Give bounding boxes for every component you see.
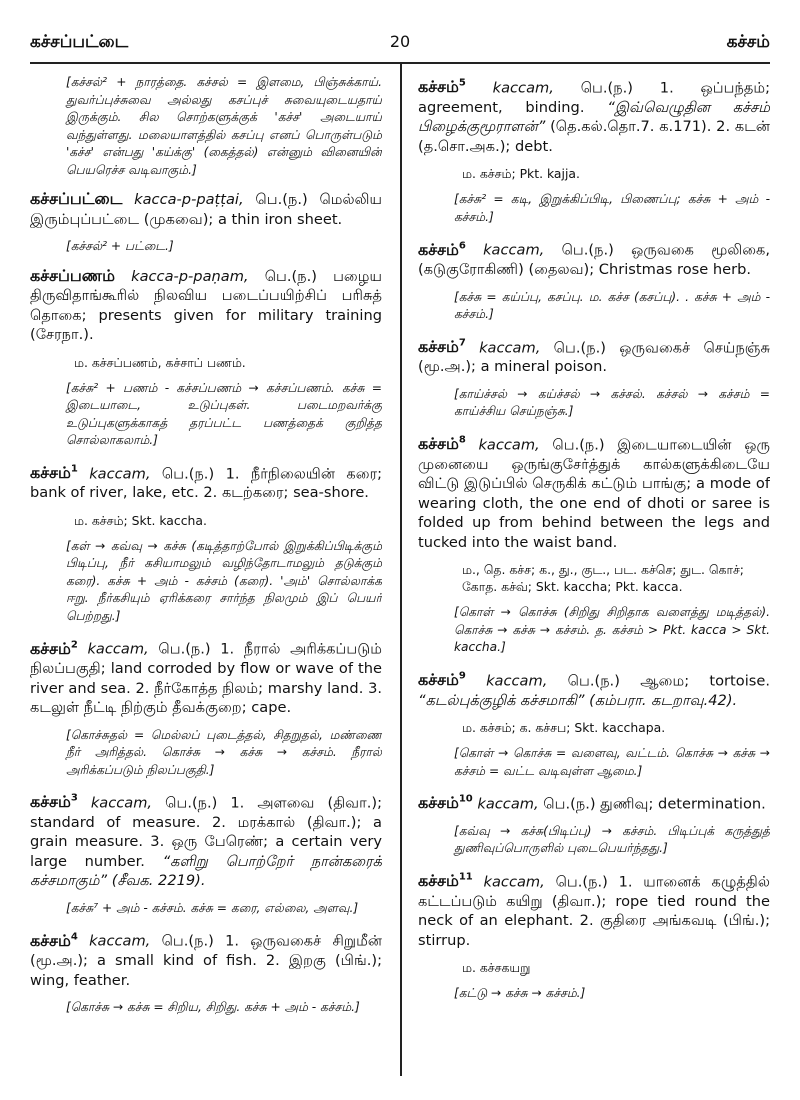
etymology-note: [கச்சல்² + பட்டை.] xyxy=(66,239,174,253)
etymology-note: [கச்சு⁷ + அம் - கச்சம். கச்சு = கரை, எல்லை, அளவு.] xyxy=(66,900,359,915)
headword: கச்சம்$^7$ xyxy=(418,336,466,356)
right-running-head: கச்சம் xyxy=(726,32,770,52)
headword: கச்சப்பட்டை xyxy=(30,189,123,208)
homonym-number: 8 xyxy=(458,434,466,446)
dictionary-entry xyxy=(418,790,770,814)
grammar-label: பெ.(ந.) xyxy=(555,873,608,891)
cognates: ம. கச்சம்; Pkt. kajja. xyxy=(462,166,580,182)
dictionary-entry xyxy=(30,927,382,990)
headword: கச்சம்$^{11}$ xyxy=(418,871,473,891)
definition: 1. ஒருவகைச் சிறுமீன் (மூ.அ.); a small kind of fish. 2. இறகு (பிங்.); wing, feather. xyxy=(30,932,382,989)
etymology-note: [கச்சு = கய்ப்பு, கசப்பு. ம. கச்ச (கசப்பு). . கச்சு + அம் - கச்சம்.] xyxy=(454,289,770,322)
transliteration: kaccam, xyxy=(89,932,151,950)
grammar-label: பெ.(ந.) xyxy=(255,191,308,208)
transliteration: kaccam, xyxy=(492,79,554,97)
definition: 1. நீர்நிலையின் கரை; bank of river, lake, etc. 2. கடற்கரை; sea-shore. xyxy=(30,464,382,502)
right-column xyxy=(418,74,770,1094)
transliteration: kaccam, xyxy=(479,338,541,356)
headword: கச்சம்$^2$ xyxy=(30,638,78,658)
definition: இடையாடையின் ஒரு முனையை ஒருங்குசேர்த்துக் கால்களுக்கிடையே விட்டு இடுப்பில் செருகிக் கட்டும் பாங்கு; a mode of wearing cloth, the one end of dhoti or saree is folded up from behind between the legs and tucked into the waist band. xyxy=(418,436,770,551)
dictionary-entry xyxy=(418,236,770,279)
transliteration: kaccam, xyxy=(483,241,545,259)
transliteration: kaccam, xyxy=(477,795,539,813)
left-column xyxy=(30,74,382,1094)
etymology-note: [கொள் → கொச்சு (சிறிது சிறிதாக வளைத்து மடித்தல்). கொச்சு → கச்சு → கச்சம். த. கச்சம் > Pkt. kacca > Skt. kaccha.] xyxy=(454,605,770,655)
cognates: ம. கச்சகயறு xyxy=(462,960,531,976)
etymology-note: [காய்ச்சல் → கய்ச்சல் → கச்சல். கச்சல் → கச்சம் = காய்ச்சிய செய்நஞ்சு.] xyxy=(454,386,770,419)
grammar-label: பெ.(ந.) xyxy=(543,795,596,813)
definition: 1. யானைக் கழுத்தில் கட்டப்படும் கயிறு (திவா.); rope tied round the neck of an elephant. 2. குதிரை அங்கவடி (பிங்.); stirrup. xyxy=(418,873,770,949)
transliteration: kaccam, xyxy=(483,873,545,891)
homonym-number: 10 xyxy=(458,794,473,806)
dictionary-entry xyxy=(418,334,770,377)
etymology-note: [கொச்சுதல் = மெல்லப் புடைத்தல், சிதறுதல், மண்ணை நீர் அரித்தல். கொச்சு → கச்சு → கச்சம். நீரால் அரிக்கப்படும் நிலப்பகுதி.] xyxy=(66,727,382,777)
citation: “களிறு பொற்றேர் நான்கரைக் கச்சமாகும்” (சீவக. 2219). xyxy=(30,852,382,890)
cognates: ம. கச்சப்பணம், கச்சாப் பணம். xyxy=(74,354,246,370)
homonym-number: 5 xyxy=(458,78,466,89)
headword: கச்சம்$^5$ xyxy=(418,77,466,97)
headword: கச்சம்$^8$ xyxy=(418,434,466,454)
grammar-label: பெ.(ந.) xyxy=(165,794,218,812)
definition: ஒருவகைச் செய்நஞ்சு (மூ.அ.); a mineral poison. xyxy=(418,338,770,376)
definition: 1. நீரால் அரிக்கப்படும் நிலப்பகுதி; land corroded by flow or wave of the river and sea. 2. நீர்கோத்த நிலம்; marshy land. 3. கடலுள் நீட்டி நிற்கும் தீவக்குறை; cape. xyxy=(30,640,382,717)
grammar-label: பெ.(ந.) xyxy=(553,338,606,356)
transliteration: kacca-p-paṭṭai, xyxy=(134,191,244,208)
column-divider xyxy=(400,64,402,1076)
definition: ஒருவகை மூலிகை, (கடுகுரோகிணி) (தைலவ); Christmas rose herb. xyxy=(418,241,770,279)
homonym-number: 4 xyxy=(70,931,78,943)
grammar-label: பெ.(ந.) xyxy=(567,672,620,690)
definition: 1. ஒப்பந்தம்; agreement, binding. xyxy=(418,79,770,116)
grammar-label: பெ.(ந.) xyxy=(561,241,614,259)
etymology-note: [கச்சு² = கடி, இறுக்கிப்பிடி, பிணைப்பு; கச்சு + அம் - கச்சம்.] xyxy=(454,192,770,224)
dictionary-entry xyxy=(418,868,770,950)
etymology-note: [கட்டு → கச்சு → கச்சம்.] xyxy=(454,986,586,1001)
cognates: ம. கச்சம்; Skt. kaccha. xyxy=(74,512,207,528)
definition: மெல்லிய இரும்புப்பட்டை (முகவை); a thin iron sheet. xyxy=(30,191,382,228)
homonym-number: 1 xyxy=(70,463,78,475)
citation: “கடல்புக்குழிக் கச்சமாகி” (கம்பரா. கடறாவு.42). xyxy=(418,691,738,709)
etymology-note: [கவ்வு → கச்சு(பிடிப்பு) → கச்சம். பிடிப்புக் கருத்துத் துணிவுப்பொருளில் புடைபெயர்ந்தது.] xyxy=(454,823,770,856)
dictionary-entry xyxy=(30,460,382,503)
dictionary-entry xyxy=(418,667,770,710)
dictionary-entry xyxy=(30,266,382,345)
grammar-label: பெ.(ந.) xyxy=(158,640,211,658)
page-number: 20 xyxy=(389,32,411,51)
dictionary-entry xyxy=(30,635,382,717)
headword: கச்சம்$^{10}$ xyxy=(418,793,473,813)
headword: கச்சம்$^3$ xyxy=(30,792,78,812)
headword: கச்சம்$^4$ xyxy=(30,930,78,950)
definition: துணிவு; determination. xyxy=(600,795,766,813)
headword: கச்சப்பணம் xyxy=(30,265,115,285)
transliteration: kaccam, xyxy=(89,464,151,482)
definition: ஆமை; tortoise. xyxy=(640,672,770,690)
dictionary-entry xyxy=(30,189,382,229)
etymology-note: [கச்சல்² + நாரத்தை. கச்சல் = இளமை, பிஞ்சுக்காய். துவர்ப்புச்சுவை அல்லது கசப்புச் சுவையுடையதாய் இருக்கும். சில சொற்களுக்குக் 'கச்ச' அடையாய் வந்துள்ளது. மலையாளத்தில் கசப்பு எனப் பொருள்படும் 'கச்ச' என்பது 'கய்க்கு' (கைத்தல்) என்னும் வினையின் பெயரெச்ச வடிவாகும்.] xyxy=(66,75,382,177)
grammar-label: பெ.(ந.) xyxy=(161,464,215,482)
homonym-number: 2 xyxy=(70,639,78,651)
page-header xyxy=(30,28,770,64)
grammar-label: பெ.(ந.) xyxy=(552,436,605,454)
headword: கச்சம்$^9$ xyxy=(418,670,466,690)
etymology-note: [கொச்சு → கச்சு = சிறிய, சிறிது. கச்சு + அம் - கச்சம்.] xyxy=(66,1000,360,1015)
grammar-label: பெ.(ந.) xyxy=(161,932,214,950)
etymology-note: [கச்சு² + பணம் - கச்சப்பணம் → கச்சப்பணம். கச்சு = இடையாடை, உடுப்புகள். படைமறவர்க்கு உடுப்புகளுக்காகத் தரப்பட்ட பணத்தைக் குறித்த சொல்லாகலாம்.] xyxy=(66,380,382,447)
transliteration: kaccam, xyxy=(90,794,153,812)
transliteration: kaccam, xyxy=(486,672,548,690)
etymology-note: [கொள் → கொச்சு = வளைவு, வட்டம். கொச்சு → கச்சு → கச்சம் = வட்ட வடிவுள்ள ஆமை.] xyxy=(454,746,770,778)
definition: பழைய திருவிதாங்கூரில் நிலவிய படைப்பயிற்சிப் பரிசுத் தொகை; presents given for military training (சேரநா.). xyxy=(30,267,382,343)
transliteration: kacca-p-paṇam, xyxy=(131,267,249,285)
etymology-note: [கள் → கவ்வு → கச்சு (கடித்தாற்போல் இறுக்கிப்பிடிக்கும் பிடிப்பு, நீர் கசியாமலும் வழிந்தோடாமலும் தடுக்கும் கரை). கச்சு + அம் - கச்சம் (கரை). 'அம்' சொல்லாக்க ஈறு. நீர்கசியும் ஏரிக்கரை சார்ந்த நிலமும் இப் பெயர் பெற்றது.] xyxy=(66,538,382,623)
left-running-head: கச்சப்பட்டை xyxy=(30,32,129,52)
homonym-number: 6 xyxy=(458,240,466,252)
headword: கச்சம்$^6$ xyxy=(418,239,466,259)
transliteration: kaccam, xyxy=(478,436,540,454)
grammar-label: பெ.(ந.) xyxy=(580,79,633,97)
grammar-label: பெ.(ந.) xyxy=(264,267,317,285)
definition: 1. அளவை (திவா.); standard of measure. 2. மரக்கால் (திவா.); a grain measure. 3. ஒரு பேரெண்; a certain very large number. xyxy=(30,794,382,870)
homonym-number: 7 xyxy=(458,337,466,349)
homonym-number: 3 xyxy=(70,793,78,805)
homonym-number: 9 xyxy=(458,670,466,682)
citation: “இவ்வெழுதின கச்சம் பிழைக்குமூராளன்” xyxy=(418,98,770,136)
dictionary-entry xyxy=(30,789,382,891)
cognates: ம. கச்சம்; க. கச்சப; Skt. kacchapa. xyxy=(462,720,666,736)
transliteration: kaccam, xyxy=(87,640,149,658)
homonym-number: 11 xyxy=(458,871,473,883)
headword: கச்சம்$^1$ xyxy=(30,462,78,482)
dictionary-entry xyxy=(418,74,770,156)
dictionary-entry xyxy=(418,431,770,552)
cognates: ம., தெ. கச்ச; க., து., குட., பட. கச்செ; துட. கொச்; கோத. கச்வ்; Skt. kaccha; Pkt. kacca. xyxy=(462,562,744,595)
definition-tail: (தெ.கல்.தொ.7. க.171). 2. கடன் (த.சொ.அக.); debt. xyxy=(418,118,770,155)
